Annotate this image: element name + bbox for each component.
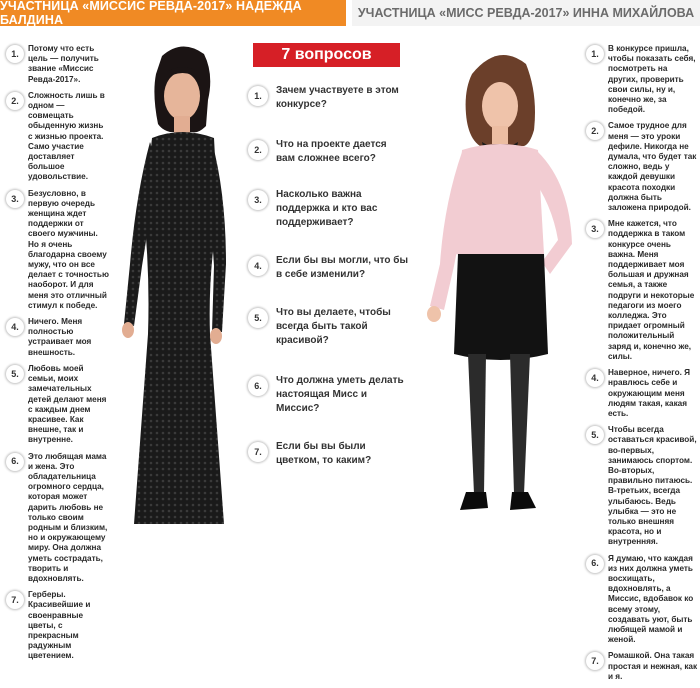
right-answer-2 xyxy=(586,121,698,213)
left-answer-7 xyxy=(6,590,110,661)
number-badge: 5. xyxy=(248,308,268,328)
number-badge: 2. xyxy=(6,92,24,110)
answer-text: Любовь моей семьи, моих замечательных детей делают меня с каждым днем красивее. Как внешне, так и внутренне. xyxy=(28,363,107,445)
number-badge: 6. xyxy=(6,453,24,471)
question-4 xyxy=(248,254,408,282)
left-answer-2 xyxy=(6,91,110,183)
number-badge: 7. xyxy=(6,591,24,609)
right-answer-4 xyxy=(586,368,698,419)
number-badge: 4. xyxy=(248,256,268,276)
answer-text: Я думаю, что каждая из них должна уметь восхищать, вдохновлять, а Миссис, вдобавок ко всему этому, создавать уют, быть любящей мамой и женой. xyxy=(608,553,694,645)
answer-text: Ромашкой. Она такая простая и нежная, как и я. xyxy=(608,651,698,681)
question-text: Если бы вы могли, что бы в себе изменили? xyxy=(276,255,408,280)
answer-text: Герберы. Красивейшие и своенравные цветы, с прекрасным радужным цветением. xyxy=(28,590,91,661)
answer-text: Ничего. Меня полностью устраивает моя внешность. xyxy=(28,317,92,357)
right-answer-3 xyxy=(586,219,698,362)
left-answer-5 xyxy=(6,364,110,446)
answer-text: Сложность лишь в одном — совмещать обыденную жизнь с жизнью проекта. Само участие доставляет большое удовольствие. xyxy=(28,90,105,182)
number-badge: 2. xyxy=(586,122,604,140)
question-text: Если бы вы были цветком, то каким? xyxy=(276,441,372,466)
left-answer-1 xyxy=(6,44,110,85)
answer-text: Безусловно, в первую очередь женщина ждет поддержки от своего мужчины. Но я очень благодарна своему мужу, что он все делает с точностью наоборот. И для меня это отличный стимул к победе. xyxy=(28,188,109,310)
number-badge: 6. xyxy=(586,555,604,573)
number-badge: 6. xyxy=(248,376,268,396)
number-badge: 3. xyxy=(6,190,24,208)
question-5 xyxy=(248,306,408,348)
question-7 xyxy=(248,440,408,468)
left-answer-6 xyxy=(6,452,110,585)
answer-text: В конкурсе пришла, чтобы показать себя, посмотреть на других, проверить свои силы, ну и, конечно же, за победой. xyxy=(608,44,696,115)
left-contestant-photo xyxy=(112,34,247,529)
right-contestant-banner: УЧАСТНИЦА «МИСС РЕВДА-2017» ИННА МИХАЙЛОВА xyxy=(352,0,700,26)
number-badge: 1. xyxy=(248,86,268,106)
number-badge: 7. xyxy=(248,442,268,462)
question-text: Насколько важна поддержка и кто вас поддерживает? xyxy=(276,189,378,228)
number-badge: 7. xyxy=(586,652,604,670)
right-answer-1 xyxy=(586,44,698,115)
number-badge: 4. xyxy=(586,369,604,387)
number-badge: 2. xyxy=(248,140,268,160)
question-text: Зачем участвуете в этом конкурсе? xyxy=(276,85,399,110)
answer-text: Самое трудное для меня — это уроки дефиле. Никогда не думала, что будет так сложно, ведь у каждой девушки красота походки должна быть заложена природой. xyxy=(608,121,697,213)
right-answer-7 xyxy=(586,651,698,682)
right-answer-5 xyxy=(586,425,698,547)
number-badge: 4. xyxy=(6,318,24,336)
question-text: Что вы делаете, чтобы всегда быть такой красивой? xyxy=(276,307,391,346)
answer-text: Это любящая мама и жена. Это обладательница огромного сердца, которая может дарить любовь не только своим родным и близким, но и окружающему миру. Она должна уметь сострадать, творить и вдохновлять. xyxy=(28,451,108,583)
number-badge: 3. xyxy=(248,190,268,210)
question-6 xyxy=(248,374,408,416)
answer-text: Наверное, ничего. Я нравлюсь себе и окружающим меня людям такая, какая есть. xyxy=(608,368,691,418)
left-answers xyxy=(6,44,110,668)
question-1 xyxy=(248,84,408,112)
questions-header: 7 вопросов xyxy=(253,43,400,67)
question-3 xyxy=(248,188,408,230)
left-contestant-banner: УЧАСТНИЦА «МИССИС РЕВДА-2017» НАДЕЖДА БАЛДИНА xyxy=(0,0,346,26)
question-text: Что на проекте дается вам сложнее всего? xyxy=(276,139,387,164)
number-badge: 5. xyxy=(6,365,24,383)
right-answer-6 xyxy=(586,554,698,646)
number-badge: 3. xyxy=(586,220,604,238)
answer-text: Мне кажется, что поддержка в таком конкурсе очень важна. Меня поддерживает моя большая и дружная семья, а также подруги и некоторые педагоги из моего колледжа. Это придает огромный положительный заряд и, конечно же, силы. xyxy=(608,219,695,361)
number-badge: 5. xyxy=(586,426,604,444)
right-contestant-photo xyxy=(420,34,585,529)
right-answers xyxy=(586,44,698,688)
answer-text: Чтобы всегда оставаться красивой, во-первых, занимаюсь спортом. Во-вторых, правильно питаюсь. В-третьих, всегда улыбаюсь. Ведь улыбка — это не только внешняя красота, но и внутренняя. xyxy=(608,425,697,547)
number-badge: 1. xyxy=(6,45,24,63)
number-badge: 1. xyxy=(586,45,604,63)
answer-text: Потому что есть цель — получить звание «Миссис Ревда-2017». xyxy=(28,44,99,84)
question-2 xyxy=(248,138,408,166)
left-answer-3 xyxy=(6,189,110,311)
left-answer-4 xyxy=(6,317,110,358)
question-text: Что должна уметь делать настоящая Мисс и Миссис? xyxy=(276,375,404,414)
